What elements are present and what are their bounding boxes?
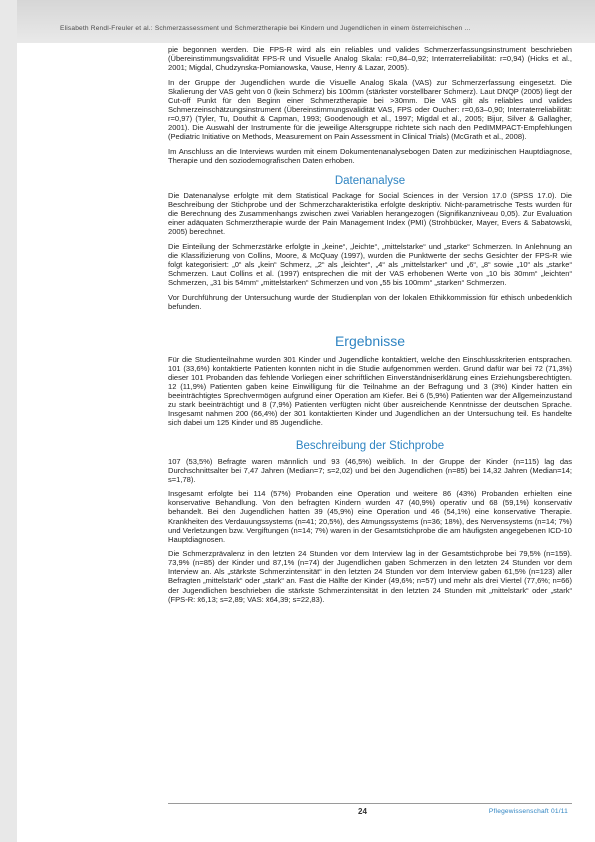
- paragraph: Im Anschluss an die Interviews wurden mit einem Dokumentenanalysebogen Daten zur medizinischen Hauptdiagnose, Therapie und den soziodemografischen Daten erhoben.: [168, 146, 572, 165]
- heading-stichprobe: Beschreibung der Stichprobe: [295, 439, 445, 452]
- paragraph: Die Schmerzprävalenz in den letzten 24 Stunden vor dem Interview lag in der Gesamtstichprobe bei 79,5% (n=159). 73,9% (n=85) der Kinder und 87,1% (n=74) der Jugendlichen gaben Schmerzen in den letzten 24 Stunden vor dem Interview an. Als „stärkste Schmerzintensität“ in den letzten 24 Stunden vor dem Interview gaben 61,5% (n=123) aller Befragten „mittelstark“ oder „stark“ an. Fast die Hälfte der Kinder (49,6%; n=57) und mehr als drei Viertel (77,6%; n=66) der Jugendlichen beschrieben die stärkste Schmerzintensität in den letzten 24 Stunden mit „mittelstark“ oder „stark“ (FPS-R: x̄6,13; s=2,89; VAS: x̄64,39; s=22,83).: [168, 549, 572, 604]
- left-margin-band: [0, 0, 17, 842]
- paragraph: pie begonnen werden. Die FPS-R wird als ein reliables und valides Schmerzerfassungsinstrument beschrieben (Übereinstimmungsvalidität FPS-R und Visuelle Analog Skala: r=0,84–0,92; Interraterreliabilität: r=0,94) (Hicks et al., 2001; Migdal, Chudzynska-Pomianowska, Vause, Henry & Lazar, 2005).: [168, 45, 572, 73]
- journal-reference: Pflegewissenschaft 01/11: [488, 808, 568, 815]
- paragraph: In der Gruppe der Jugendlichen wurde die Visuelle Analog Skala (VAS) zur Schmerzerfassung eingesetzt. Die Skalierung der VAS geht von 0 (kein Schmerz) bis 100mm (stärkster vorstellbarer Schmerz). Laut DNQP (2005) liegt der Cut-off Punkt für den Beginn einer Schmerztherapie bei >30mm. Die VAS gilt als reliables und valides Schmerzeinschätzungsinstrument (Übereinstimmungsvalidität VAS, FPS oder Oucher: r=0,63–0,90; Interraterreliabilität: r=0,97) (Tyler, Tu, Douthit & Capman, 1993; Goodenough et al., 1997; Migdal et al., 2005; Bijur, Silver & Gallagher, 2001). Die Auswahl der Instrumente für die jeweilige Altersgruppe richtete sich nach den PedIMMPACT-Empfehlungen (Pediatric Initiative on Methods, Measurement on Pain Assessment in Clinical Trials) (McGrath et al., 2008).: [168, 77, 572, 142]
- footer-rule: [168, 803, 572, 804]
- heading-ergebnisse: Ergebnisse: [334, 332, 406, 349]
- paragraph: Für die Studienteilnahme wurden 301 Kinder und Jugendliche kontaktiert, welche den Einschlusskriterien entsprachen. 101 (33,6%) kontaktierte Patienten konnten nicht in die Studie aufgenommen werden. Grund dafür war bei 72 (71,3%) dieser 101 Probanden das fehlende Vorliegen einer schriftlichen Einverständniserklärung eines Erziehungsberechtigten. 12 (11,9%) Patienten gaben keine Einwilligung für die Teilnahme an der Befragung und 3 (3%) Kinder hatten ein beeinträchtigtes Sprechvermögen aufgrund einer Operation am Kiefer. Bei 6 (5,9%) Patienten war der Allgemeinzustand zu stark beeinträchtigt und 8 (7,9%) Patienten verfügten nicht über ausreichende Kenntnisse der deutschen Sprache. Insgesamt nahmen 200 (66,4%) der 301 kontaktierten Kinder und Jugendlichen an der Untersuchung teil. Es handelte sich dabei um 125 Kinder und 85 Jugendliche.: [168, 354, 572, 428]
- header-band: [17, 0, 595, 43]
- page-number: 24: [358, 807, 367, 816]
- running-header: Elisabeth Rendl-Freuler et al.: Schmerzassessment und Schmerztherapie bei Kindern und Jugendlichen in einem österreichischen ...: [60, 25, 471, 32]
- paragraph: 107 (53,5%) Befragte waren männlich und 93 (46,5%) weiblich. In der Gruppe der Kinder (n=115) lag das Durchschnittsalter bei 7,47 Jahren (Median=7; s=2,02) und bei den Jugendlichen (n=85) bei 14,32 Jahren (Median=14; s=1,78).: [168, 456, 572, 484]
- paragraph: Die Einteilung der Schmerzstärke erfolgte in „keine“, „leichte“, „mittelstarke“ und „starke“ Schmerzen. In Anlehnung an die Klassifizierung von Collins, Moore, & McQuay (1997), wurden die Punktwerte der sechs Gesichter der FPS-R wie folgt kategorisiert: „0“ als „kein“ Schmerz, „2“ als „leichter“, „4“ als „mittelstarker“ und „6“, „8“ sowie „10“ als „starke“ Schmerzen. Laut Collins et al. (1997) entsprechen die mit der VAS erhobenen Werte von „10 bis 30mm“ „leichten“ Schmerzen, „31 bis 54mm“ „mittelstarken“ Schmerzen und von „55 bis 100mm“ „starken“ Schmerzen.: [168, 241, 572, 288]
- paragraph: Die Datenanalyse erfolgte mit dem Statistical Package for Social Sciences in der Version 17.0 (SPSS 17.0). Die Beschreibung der Stichprobe und der Schmerzcharakteristika erfolgte deskriptiv. Nicht-parametrische Tests wurden für die Berechnung des Zusammenhangs zwischen zwei Variablen herangezogen (Signifikanzniveau 0,05). Zur Evaluation einer adäquaten Schmerztherapie wurde der Pain Management Index (PMI) (Strohbücker, Mayer, Evers & Sabatowski, 2005) berechnet.: [168, 190, 572, 237]
- heading-datenanalyse: Datenanalyse: [334, 174, 406, 187]
- paragraph: Vor Durchführung der Untersuchung wurde der Studienplan von der lokalen Ethikkommission für ethisch unbedenklich befunden.: [168, 292, 572, 311]
- paragraph: Insgesamt erfolgte bei 114 (57%) Probanden eine Operation und weitere 86 (43%) Probanden erhielten eine konservative Behandlung. Von den befragten Kindern wurden 47 (40,9%) operativ und 68 (59,1%) konservativ behandelt. Bei den Jugendlichen hatten 39 (45,9%) eine Operation und 46 (54,1%) eine konservative Therapie. Krankheiten des Verdauungssystems (n=41; 20,5%), des Atmungssystems (n=36; 18%), des Nervensystems (n=14; 7%) und Verletzungen bzw. Vergiftungen (n=14; 7%) waren in der Gesamtstichprobe die am häufigsten angegebenen ICD-10 Hauptdiagnosen.: [168, 489, 572, 544]
- article-body: [168, 45, 572, 609]
